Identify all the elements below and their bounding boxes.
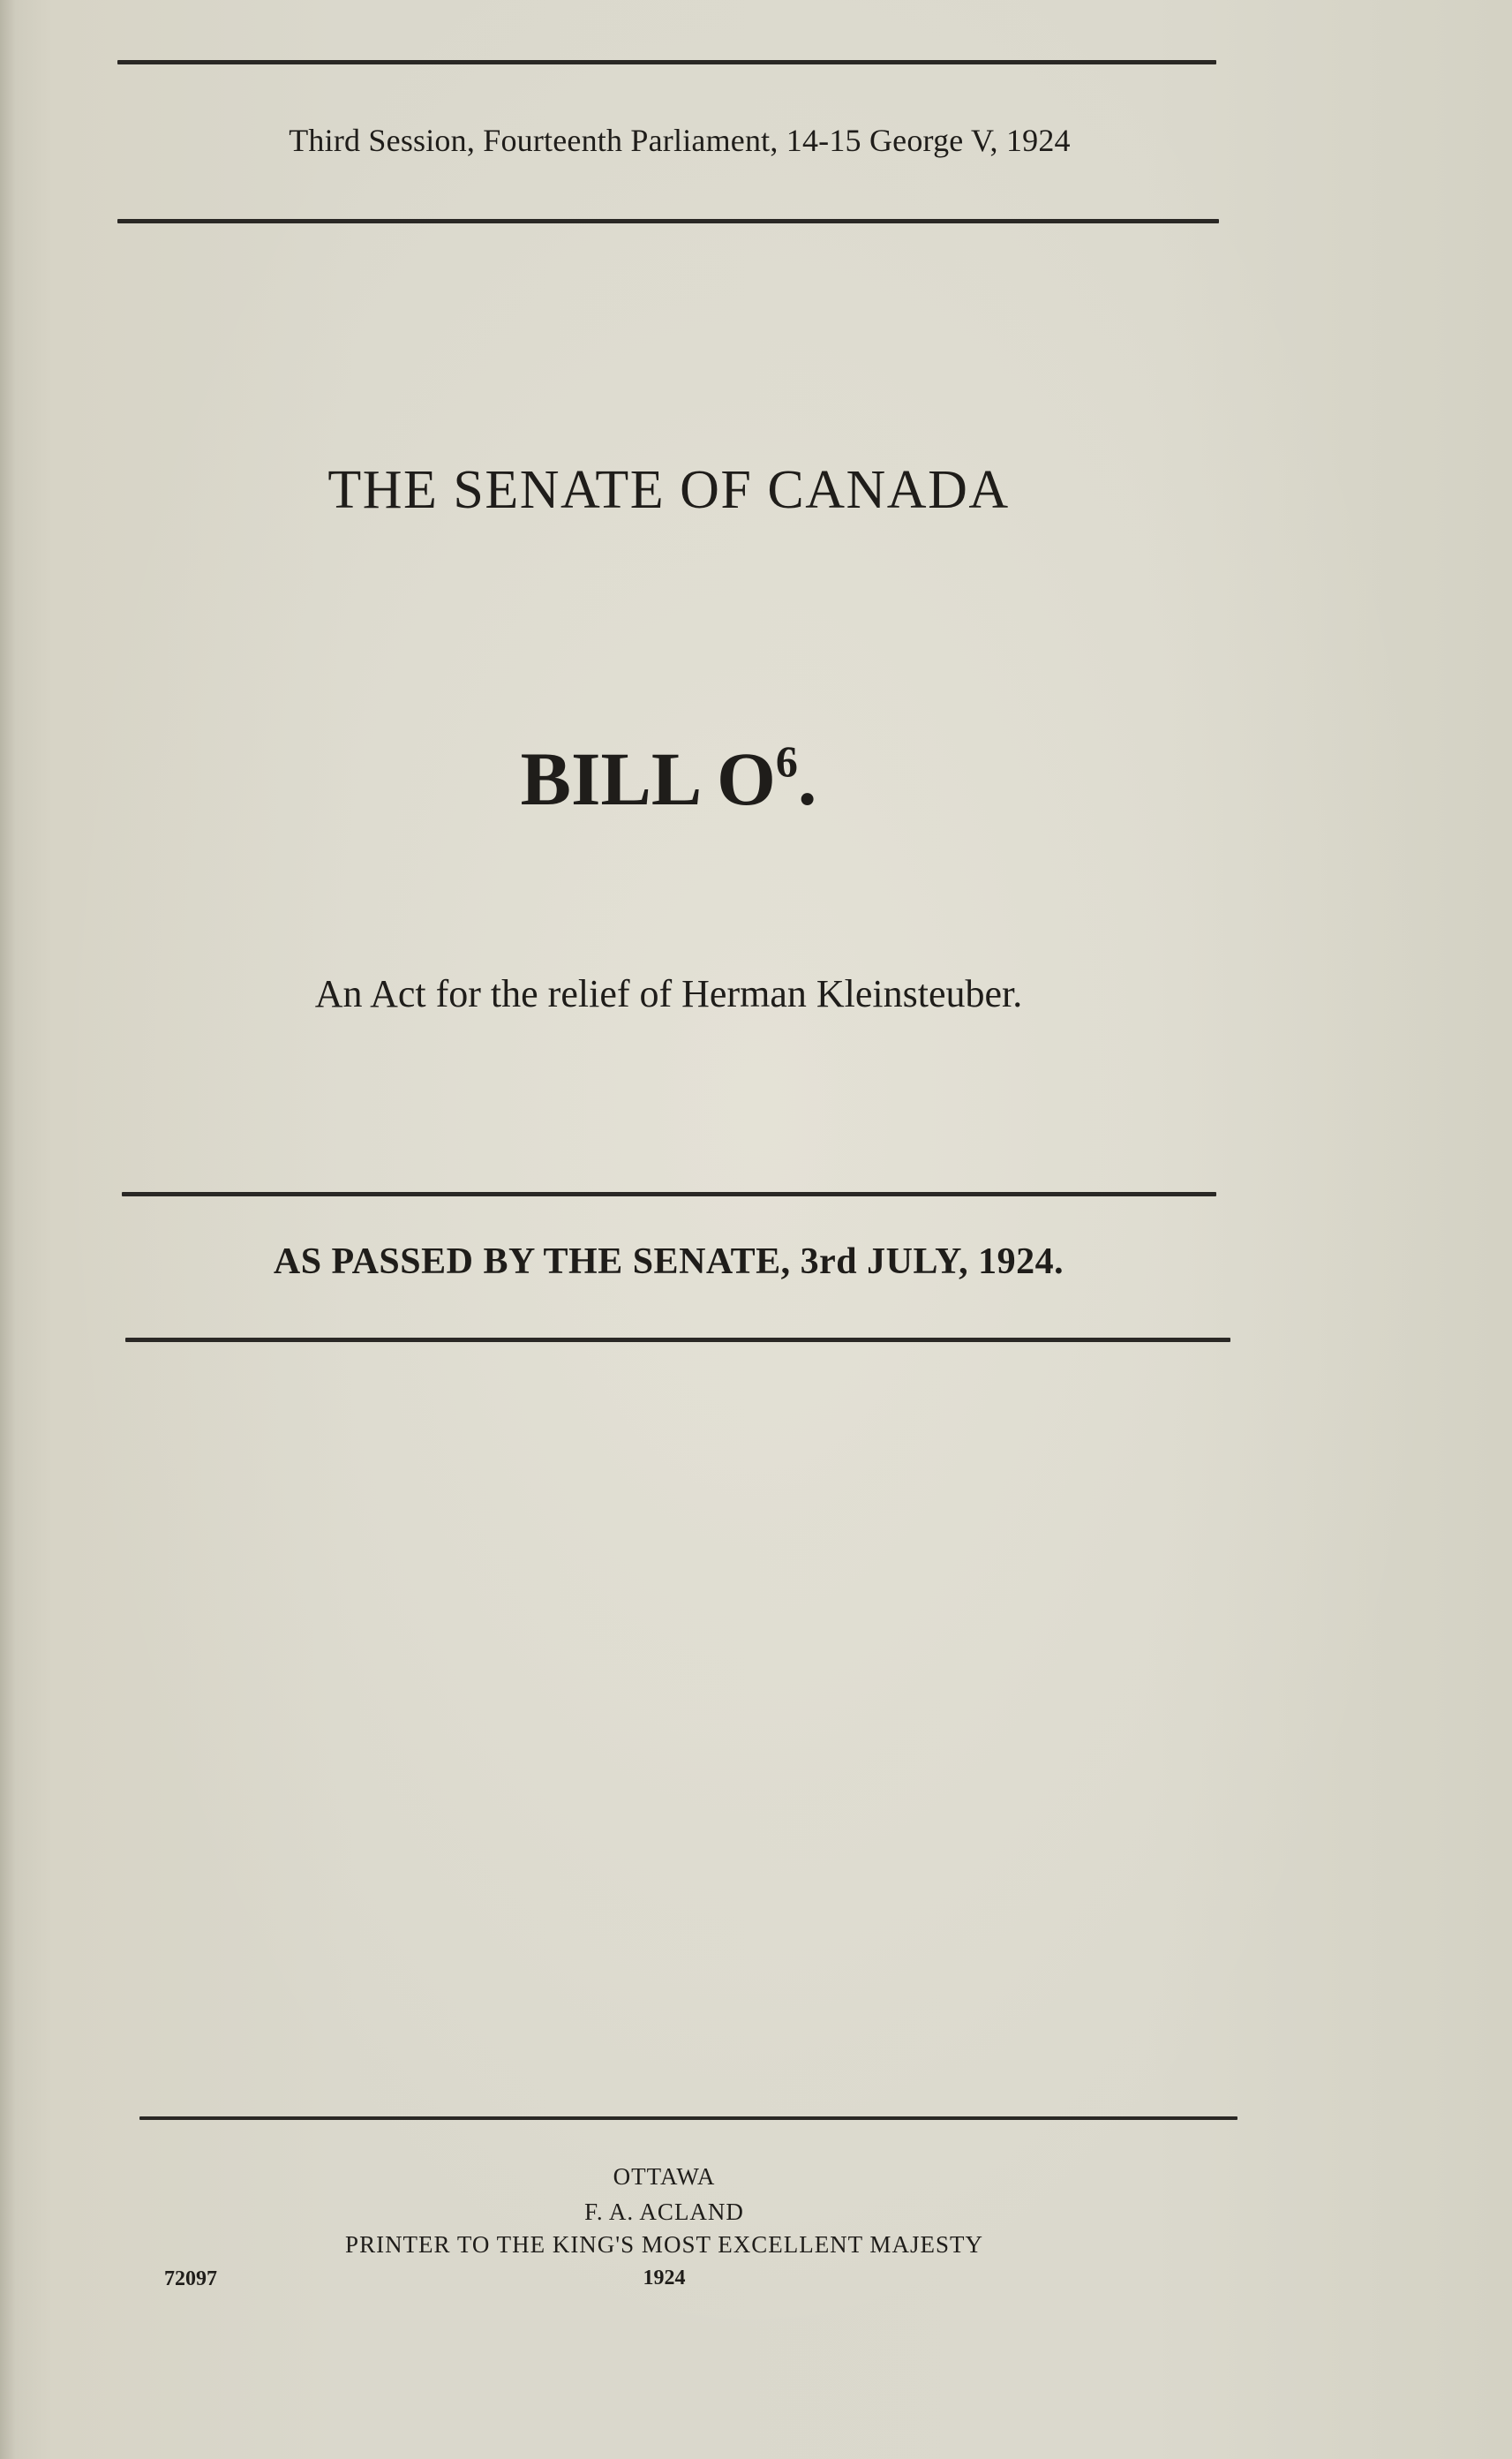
imprint-rule xyxy=(139,2116,1237,2120)
imprint-city: OTTAWA xyxy=(613,2163,716,2190)
top-rule xyxy=(117,60,1216,64)
bill-number xyxy=(0,735,1337,823)
session-rule xyxy=(117,219,1219,223)
bill-suffix: . xyxy=(797,736,817,821)
imprint-printer-title: PRINTER TO THE KING'S MOST EXCELLENT MAJESTY xyxy=(345,2231,983,2258)
imprint-year: 1924 xyxy=(643,2267,686,2289)
passed-bottom-rule xyxy=(125,1338,1230,1342)
passed-statement: AS PASSED BY THE SENATE, 3rd JULY, 1924. xyxy=(273,1241,1064,1282)
passed-top-rule xyxy=(122,1192,1216,1196)
house-title: THE SENATE OF CANADA xyxy=(327,460,1010,520)
bill-prefix: BILL O xyxy=(520,736,776,821)
imprint-printer: F. A. ACLAND xyxy=(584,2199,744,2225)
print-code: 72097 xyxy=(164,2267,217,2290)
bill-superscript: 6 xyxy=(775,736,798,786)
session-heading: Third Session, Fourteenth Parliament, 14-15 George V, 1924 xyxy=(289,123,1071,158)
act-title: An Act for the relief of Herman Kleinsteuber. xyxy=(314,972,1023,1015)
